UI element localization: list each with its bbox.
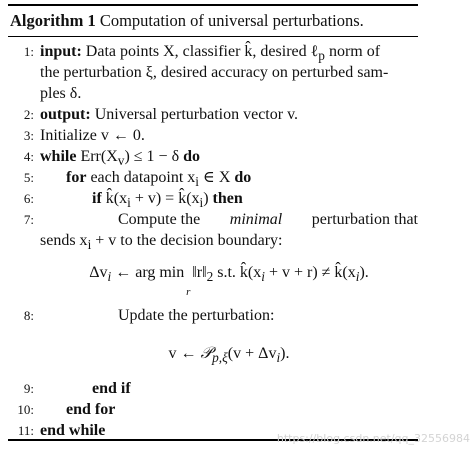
- line-content-cont: perturbation that: [311, 211, 418, 228]
- watermark-text: https://blog.csdn.net/qq_32556984: [276, 432, 470, 445]
- subscript: i: [199, 195, 204, 211]
- algo-line-10: [8, 399, 418, 420]
- eq-op: ← arg min: [111, 264, 189, 281]
- eq-st-cont: + v + r) ≠ k̂(x: [264, 264, 356, 281]
- line-content: k̂(x: [105, 190, 128, 207]
- line-number: 2:: [23, 107, 34, 122]
- algorithm-title: Computation of universal perturbations.: [99, 11, 364, 30]
- line-content: Compute the: [118, 211, 201, 228]
- line-content-cont: norm of: [324, 43, 381, 60]
- line-text: [40, 230, 418, 255]
- line-number: 4:: [23, 149, 34, 164]
- eq-st-end: ).: [359, 264, 369, 281]
- header-rule: [8, 36, 418, 37]
- algo-line-4: [8, 146, 418, 167]
- line-content-end: ): [203, 190, 209, 207]
- line-content-cont: + v to the decision boundary:: [91, 232, 283, 249]
- keyword: if: [92, 190, 102, 207]
- algo-line-8: [8, 305, 418, 326]
- algo-line-2: [8, 104, 418, 125]
- subscript: v: [117, 153, 125, 169]
- line-number: 11:: [17, 423, 34, 438]
- algo-line-7: [8, 209, 418, 230]
- line-content: Update the perturbation:: [118, 307, 275, 324]
- line-content-cont: ) ≤ 1 − δ: [124, 148, 180, 165]
- eq-lhs-sub: i: [107, 269, 112, 285]
- eq-lhs: Δv: [89, 264, 108, 281]
- algo-line-7-cont: [8, 230, 418, 251]
- line-content: Err(X: [80, 148, 118, 165]
- eq2-proj: 𝒫: [200, 345, 213, 362]
- line-number: 7:: [23, 212, 34, 227]
- eq2-rhs: (v + Δv: [227, 345, 277, 362]
- line-number: 8:: [23, 308, 34, 323]
- top-rule: [8, 4, 418, 6]
- keyword: do: [183, 148, 201, 165]
- line-number: 3:: [23, 128, 34, 143]
- line-content-cont: ∈ X: [198, 169, 231, 186]
- line-number: 6:: [23, 191, 34, 206]
- line-content: Universal perturbation vector v.: [94, 106, 299, 123]
- algo-line-5: [8, 167, 418, 188]
- line-content: ples δ.: [40, 85, 82, 102]
- subscript: i: [87, 237, 92, 253]
- line-number: 9:: [23, 381, 34, 396]
- keyword: end for: [66, 401, 116, 418]
- algorithm-label: Algorithm 1: [10, 11, 96, 30]
- eq-st-sub2: i: [355, 269, 360, 285]
- algorithm-block: [8, 4, 418, 440]
- keyword: end while: [40, 422, 106, 439]
- eq2-end: ).: [280, 345, 290, 362]
- line-content: the perturbation ξ, desired accuracy on perturbed sam-: [40, 64, 389, 81]
- line-number: 10:: [17, 402, 34, 417]
- algo-line-1: [8, 41, 418, 62]
- keyword: while: [40, 148, 77, 165]
- subscript: i: [195, 174, 199, 190]
- algo-line-3: [8, 125, 418, 146]
- line-content: each datapoint x: [90, 169, 196, 186]
- keyword: output:: [40, 106, 91, 123]
- algo-line-9: [8, 378, 418, 399]
- eq-st: s.t. k̂(x: [213, 264, 262, 281]
- algo-line-1-cont2: [8, 83, 418, 104]
- subscript: i: [127, 195, 131, 211]
- keyword: for: [66, 169, 87, 186]
- line-number: 5:: [23, 170, 34, 185]
- eq2-rhs-sub: i: [276, 350, 281, 366]
- keyword: do: [234, 169, 252, 186]
- equation-update: [40, 343, 418, 369]
- line-number: 1:: [23, 44, 34, 59]
- line-text: [40, 104, 418, 125]
- algo-line-1-cont: [8, 62, 418, 83]
- eq2-lhs: v ←: [168, 345, 201, 362]
- equation-argmin: [40, 262, 418, 298]
- eq-norm: ‖r‖: [188, 264, 207, 281]
- eq-norm-sub: 2: [206, 269, 214, 285]
- keyword: input:: [40, 43, 82, 60]
- eq-under: r: [186, 286, 191, 298]
- line-content-cont: + v) = k̂(x: [130, 190, 200, 207]
- emphasis: minimal: [229, 211, 283, 228]
- algorithm-header: [10, 11, 364, 31]
- line-content: Data points X, classifier k̂, desired ℓ: [85, 43, 319, 60]
- eq-st-sub: i: [261, 269, 265, 285]
- subscript: p: [318, 48, 325, 64]
- keyword: then: [212, 190, 243, 207]
- line-text: [118, 209, 418, 230]
- line-content: sends x: [40, 232, 88, 249]
- line-content: Initialize v ← 0.: [40, 127, 145, 144]
- eq2-proj-sub: p,ξ: [212, 350, 228, 366]
- keyword: end if: [92, 380, 131, 397]
- algo-line-6: [8, 188, 418, 209]
